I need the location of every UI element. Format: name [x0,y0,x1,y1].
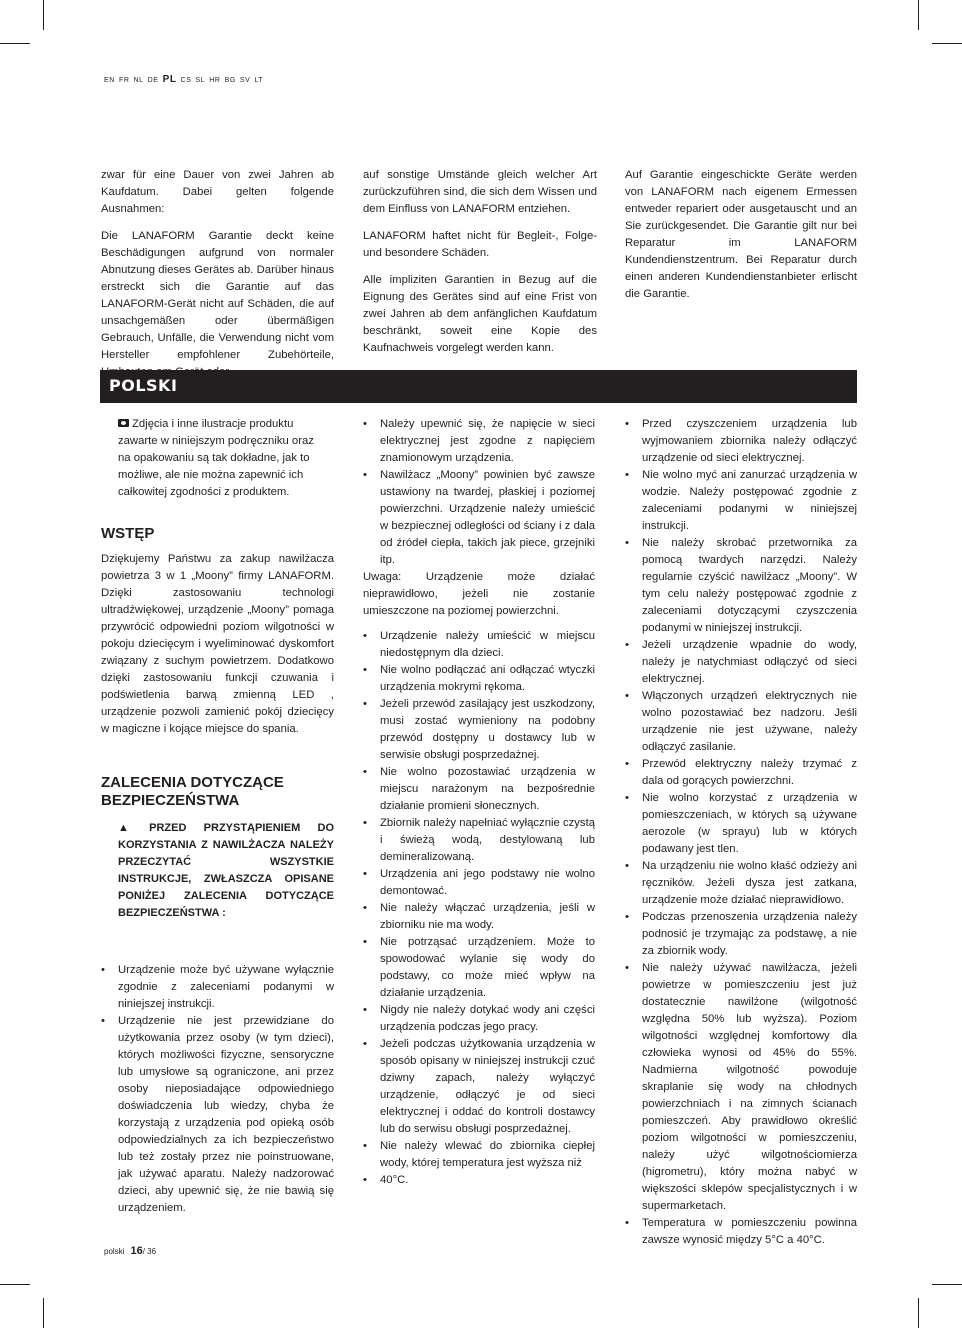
list-item: • Temperatura w pomieszczeniu powinna zawsze wynosić między 5°C a 40°C. [625,1215,857,1249]
list-item: • Jeżeli przewód zasilający jest uszkodzony, musi zostać wymieniony na podobny przewód dostępny u dostawcy lub w serwisie obsługi posprzedażnej. [363,696,595,764]
lang-lt: LT [254,77,264,84]
lang-hr: HR [209,77,221,84]
page-number: 16 [130,1245,143,1257]
lang-cs: CS [180,77,192,84]
paragraph: Auf Garantie eingeschickte Geräte werden von LANAFORM nach eigenem Ermessen entweder repariert oder ausgetauscht und an Sie zurückgesendet. Die Garantie gilt nur bei Reparatur im LANAFORM Kundendienstzentrum. Bei Reparatur durch einen anderen Kundendienstanbieter erlischt die Garantie. [625,169,857,300]
list-item: • Nie wolno myć ani zanurzać urządzenia w wodzie. Należy postępować zgodnie z zaleceniami podanymi w niniejszej instrukcji. [625,467,857,535]
intro-heading: WSTĘP [101,525,155,542]
crop-mark [43,1298,44,1328]
list-item: • Urządzenie należy umieścić w miejscu niedostępnym dla dzieci. [363,628,595,662]
polish-column-2 [363,416,595,1189]
list-item: • Urządzenie nie jest przewidziane do użytkowania przez osoby (w tym dzieci), których możliwości fizyczne, sensoryczne lub umysłowe są ograniczone, ani przez osoby nieposiadające odpowiedniego doświadczenia lub wiedzy, chyba że korzystają z urządzenia pod opieką osób odpowiedzialnych za ich bezpieczeństwo lub też zostały przez nie poinstruowane, jak używać aparatu. Należy nadzorować dzieci, aby upewnić się, że nie bawią się urządzeniem. [101,1013,334,1217]
polish-column-3 [625,416,857,1249]
list-item: • Nie wolno pozostawiać urządzenia w miejscu narażonym na bezpośrednie działanie promieni słonecznych. [363,764,595,815]
list-item: • Nawilżacz „Moony” powinien być zawsze ustawiony na twardej, płaskiej i poziomej powierzchni. Urządzenie należy umieścić w bezpiecznej odległości od ściany i z dala od źródeł ciepła, takich jak piece, grzejniki itp. [363,467,595,569]
list-item: • Jeżeli urządzenie wpadnie do wody, należy je natychmiast odłączyć od sieci elektrycznej. [625,637,857,688]
list-item: • Nigdy nie należy dotykać wody ani części urządzenia podczas jego pracy. [363,1002,595,1036]
list-item: • Podczas przenoszenia urządzenia należy podnosić je trzymając za podstawę, a nie za zbiornik wody. [625,909,857,960]
crop-mark [918,1298,919,1328]
paragraph: zwar für eine Dauer von zwei Jahren ab Kaufdatum. Dabei gelten folgende Ausnahmen: [101,169,334,215]
list-item: • Urządzenia ani jego podstawy nie wolno demontować. [363,866,595,900]
warning-text: PRZED PRZYSTĄPIENIEM DO KORZYSTANIA Z NAWILŻACZA NALEŻY PRZECZYTAĆ WSZYSTKIE INSTRUKCJE, ZWŁASZCZA OPISANE PONIŻEJ ZALECENIA DOTYCZĄCE BEZPIECZEŃSTWA : [118,822,334,919]
german-column-3 [625,167,857,313]
safety-list [101,962,334,1217]
list-item: • Nie należy skrobać przetwornika za pomocą twardych narzędzi. Należy regularnie czyścić nawilżacz „Moony”. W tym celu należy postępować zgodnie z zaleceniami dotyczącymi czyszczenia podanymi w niniejszej instrukcji. [625,535,857,637]
lang-pl-active: PL [162,74,177,85]
footer-label: polski [104,1247,125,1256]
note-text: Uwaga: Urządzenie może działać nieprawidłowo, jeżeli nie zostanie umieszczone na poziomej powierzchni. [363,571,595,617]
safety-list [363,628,595,1189]
photo-note [101,416,334,501]
paragraph: Alle impliziten Garantien in Bezug auf die Eignung des Gerätes sind auf eine Frist von zwei Jahren ab dem anfänglichen Kaufdatum beschränkt, soweit eine Kopie des Kaufnachweis vorgelegt werden kann. [363,274,597,354]
list-item: • Włączonych urządzeń elektrycznych nie wolno pozostawiać bez nadzoru. Jeśli urządzenie nie jest używane, należy odłączyć zasilanie. [625,688,857,756]
list-item: • Nie należy używać nawilżacza, jeżeli powietrze w pomieszczeniu jest już dostatecznie nawilżone (wilgotność względna 50% lub wyższa). Poziom wilgotności względnej komfortowy dla człowieka wynosi od 45% do 55%. Nadmierna wilgotność powoduje skraplanie się wody na chłodnych powierzchniach i na zimnych ścianach pomieszczeń. Aby prawidłowo określić poziom wilgotności w pomieszczeniu, należy użyć wilgotnościomierza (higrometru), który można nabyć w większości sklepów specjalistycznych i w supermarketach. [625,960,857,1215]
safety-list [363,416,595,569]
crop-mark [0,1284,30,1285]
paragraph: auf sonstige Umstände gleich welcher Art zurückzuführen sind, die sich dem Wissen und dem Einfluss von LANAFORM entziehen. [363,169,597,215]
list-item: • Na urządzeniu nie wolno kłaść odzieży ani ręczników. Jeżeli dysza jest zatkana, urządzenie może działać nieprawidłowo. [625,858,857,909]
list-item: • Nie należy wlewać do zbiornika ciepłej wody, której temperatura jest wyższa niż [363,1138,595,1172]
safety-heading: ZALECENIA DOTYCZĄCE BEZPIECZEŃSTWA [101,774,284,809]
list-item: • 40°C. [363,1172,595,1189]
list-item: • Nie potrząsać urządzeniem. Może to spowodować wylanie się wody do podstawy, co może mieć wpływ na działanie urządzenia. [363,934,595,1002]
list-item: • Zbiornik należy napełniać wyłącznie czystą i świeżą wodą, destylowaną lub demineralizowaną. [363,815,595,866]
crop-mark [918,0,919,30]
list-item: • Nie należy włączać urządzenia, jeśli w zbiorniku nie ma wody. [363,900,595,934]
safety-list [625,416,857,1249]
german-column-2 [363,167,597,367]
page-footer [104,1245,156,1257]
warning-triangle-icon: ▲ [118,822,144,834]
list-item: • Przewód elektryczny należy trzymać z dala od gorących powierzchni. [625,756,857,790]
list-item: • Należy upewnić się, że napięcie w sieci elektrycznej jest zgodne z napięciem znamionowym urządzenia. [363,416,595,467]
intro-text: Dziękujemy Państwu za zakup nawilżacza powietrza 3 w 1 „Moony” firmy LANAFORM. Dzięki zastosowaniu technologi ultradźwiękowej, urządzenie „Moony” pomaga przywrócić odpowiedni poziom wilgotności w pokoju dziecięcym i wyeliminować dyskomfort związany z suchym powietrzem. Dodatkowo dzięki zastosowaniu funkcji czuwania i podświetlenia barwą zmienną LED , urządzenie pozwoli zamienić pokój dziecięcy w magiczne i kojące miejsce do spania. [101,553,334,735]
list-item: • Nie wolno podłączać ani odłączać wtyczki urządzenia mokrymi rękoma. [363,662,595,696]
crop-mark [43,0,44,30]
safety-warning [101,820,334,922]
paragraph: LANAFORM haftet nicht für Begleit-, Folge- und besondere Schäden. [363,230,597,259]
paragraph: Die LANAFORM Garantie deckt keine Beschädigungen aufgrund von normaler Abnutzung dieses Gerätes ab. Darüber hinaus erstreckt sich die Garantie auf das LANAFORM-Gerät nicht auf Schäden, die auf unsachgemäßen oder übermäßigen Gebrauch, Unfälle, die Verwendung nicht vom Hersteller empfohlener Zubehörteile, [101,230,334,361]
crop-mark [932,43,962,44]
lang-sl: SL [195,77,206,84]
crop-mark [932,1284,962,1285]
german-column-1 [101,167,334,391]
page-total: / 36 [142,1247,157,1256]
lang-nl: NL [133,77,144,84]
camera-icon [118,419,129,427]
crop-mark [0,43,30,44]
list-item: • Nie wolno korzystać z urządzenia w pomieszczeniach, w których są używane aerozole (w sprayu) lub w których podawany jest tlen. [625,790,857,858]
list-item: • Przed czyszczeniem urządzenia lub wyjmowaniem zbiornika należy odłączyć urządzenie od sieci elektrycznej. [625,416,857,467]
photo-note-text: Zdjęcia i inne ilustracje produktu zawarte w niniejszym podręczniku oraz na opakowaniu są tak dokładne, jak to możliwe, ale nie można zapewnić ich całkowitej zgodności z produktem. [118,418,314,498]
lang-de: DE [147,77,159,84]
list-item: • Urządzenie może być używane wyłącznie zgodnie z zaleceniami podanymi w niniejszej instrukcji. [101,962,334,1013]
lang-fr: FR [118,77,130,84]
polish-column-1 [101,416,334,1217]
section-header-bar [100,370,857,403]
section-title: POLSKI [109,376,178,395]
language-bar [104,74,267,85]
lang-bg: BG [224,77,236,84]
lang-en: EN [104,77,115,84]
list-item: • Jeżeli podczas użytkowania urządzenia w sposób opisany w niniejszej instrukcji czuć dziwny zapach, należy wyłączyć urządzenie, odłączyć je od sieci elektrycznej i oddać do kontroli dostawcy lub do serwisu obsługi posprzedażnej. [363,1036,595,1138]
lang-sv: SV [239,77,251,84]
